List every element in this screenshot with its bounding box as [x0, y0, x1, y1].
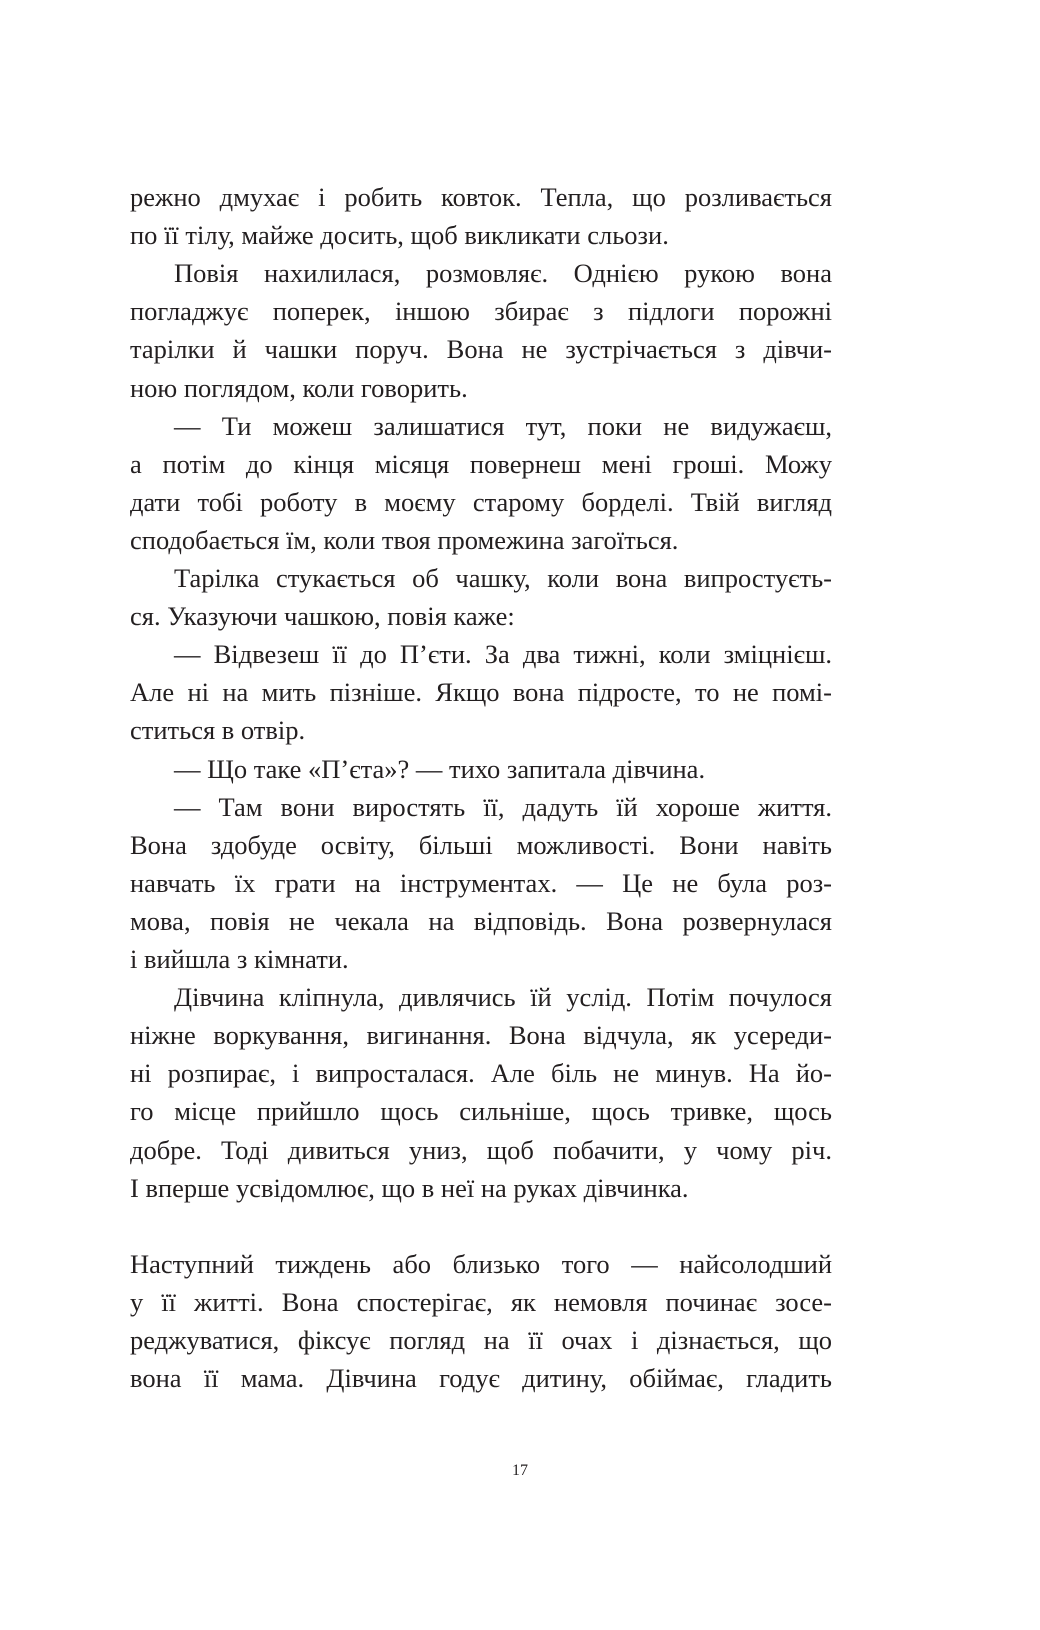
- text-line: реджуватися, фіксує погляд на її очах і дізнається, що: [130, 1324, 832, 1355]
- text-line: Вона здобуде освіту, більші можливості. Вони навіть: [130, 829, 832, 860]
- text-line: — Що таке «П’єта»? — тихо запитала дівчина.: [174, 753, 706, 784]
- text-line: мова, повія не чекала на відповідь. Вона розвернулася: [130, 905, 832, 936]
- text-line: у її житті. Вона спостерігає, як немовля починає зосе-: [130, 1286, 832, 1317]
- text-line: ні розпирає, і випросталася. Але біль не минув. На йо-: [130, 1058, 832, 1089]
- text-line: вона її мама. Дівчина годує дитину, обіймає, гладить: [130, 1363, 832, 1393]
- text-line: Тарілка стукається об чашку, коли вона випростуєть-: [174, 563, 832, 593]
- text-line: го місце прийшло щось сильніше, щось тривке, щось: [130, 1096, 832, 1127]
- text-line: — Відвезеш її до П’єти. За два тижні, коли зміцнієш.: [174, 639, 832, 670]
- text-line: і вийшла з кімнати.: [130, 944, 349, 974]
- text-line: ною поглядом, коли говорить.: [130, 372, 468, 403]
- text-line: по її тілу, майже досить, щоб викликати сльози.: [130, 220, 669, 251]
- text-line: ніжне воркування, вигинання. Вона відчула, як усереди-: [130, 1020, 832, 1051]
- text-line: — Там вони виростять її, дадуть їй хороше життя.: [174, 791, 832, 822]
- text-line: сподобається їм, коли твоя промежина загоїться.: [130, 524, 679, 555]
- text-line: а потім до кінця місяця повернеш мені гроші. Можу: [130, 448, 832, 479]
- text-line: режно дмухає і робить ковток. Тепла, що розливається: [130, 182, 832, 212]
- text-line: ститься в отвір.: [130, 715, 306, 746]
- text-line: Дівчина кліпнула, дивлячись їй услід. Потім почулося: [174, 982, 832, 1013]
- text-line: ся. Указуючи чашкою, повія каже:: [130, 601, 515, 632]
- text-line: — Ти можеш залишатися тут, поки не видужаєш,: [174, 410, 832, 441]
- text-line: Повія нахилилася, розмовляє. Однією рукою вона: [174, 258, 832, 289]
- text-line: тарілки й чашки поруч. Вона не зустрічається з дівчи-: [130, 334, 832, 365]
- text-line: І вперше усвідомлює, що в неї на руках дівчинка.: [130, 1172, 689, 1203]
- text-line: Але ні на мить пізніше. Якщо вона підросте, то не помі-: [130, 677, 832, 708]
- page-number: 17: [512, 1462, 528, 1479]
- text-line: Наступний тиждень або близько того — найсолодший: [130, 1248, 832, 1279]
- text-line: дати тобі роботу в моєму старому борделі. Твій вигляд: [130, 486, 832, 517]
- text-line: погладжує поперек, іншою збирає з підлоги порожні: [130, 296, 832, 327]
- text-line: добре. Тоді дивиться униз, щоб побачити, у чому річ.: [130, 1134, 832, 1165]
- text-line: навчать їх грати на інструментах. — Це не була роз-: [130, 867, 832, 898]
